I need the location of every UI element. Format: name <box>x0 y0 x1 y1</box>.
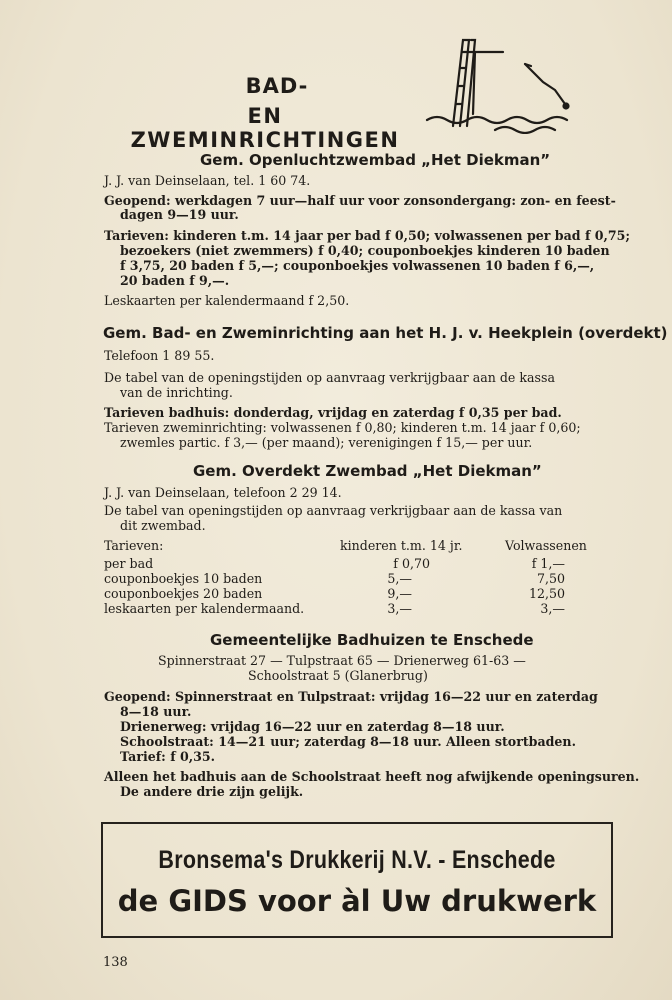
section4-schoolstraat: Schoolstraat: 14—21 uur; zaterdag 8—18 uur. Alleen stortbaden. <box>120 734 576 749</box>
section1-tariff-line4: 20 baden f 9,—. <box>120 273 230 288</box>
section4-drienerweg: Drienerweg: vrijdag 16—22 uur en zaterdag 8—18 uur. <box>120 719 505 734</box>
section4-streets-line2: Schoolstraat 5 (Glanerbrug) <box>248 668 428 683</box>
tariff-row-label: couponboekjes 10 baden <box>104 571 263 586</box>
tariff-row-adults: 3,— <box>540 601 565 616</box>
section2-table-line1: De tabel van de openingstijden op aanvraag verkrijgbaar aan de kassa <box>104 370 555 385</box>
tariff-row-children: 3,— <box>387 601 412 616</box>
printer-advertisement <box>101 822 613 938</box>
section-heading-openlucht: Gem. Openluchtzwembad „Het Diekman” <box>200 151 551 169</box>
tariff-row-label: leskaarten per kalendermaand. <box>104 601 305 616</box>
section4-open-line2: 8—18 uur. <box>120 704 192 719</box>
tariff-table-label: Tarieven: <box>104 538 164 553</box>
section-heading-badhuizen: Gemeentelijke Badhuizen te Enschede <box>210 631 534 649</box>
section1-open-line2: dagen 9—19 uur. <box>120 207 239 222</box>
section2-bath-tariff: Tarieven badhuis: donderdag, vrijdag en zaterdag f 0,35 per bad. <box>104 405 562 420</box>
section4-tarief: Tarief: f 0,35. <box>120 749 216 764</box>
page-title <box>110 74 420 152</box>
tariff-col-children: kinderen t.m. 14 jr. <box>340 538 463 553</box>
section-heading-overdekt: Gem. Overdekt Zwembad „Het Diekman” <box>193 462 542 480</box>
section2-swim-line1: Tarieven zweminrichting: volwassenen f 0,80; kinderen t.m. 14 jaar f 0,60; <box>104 420 581 435</box>
title-line-2: EN ZWEMINRICHTINGEN <box>130 104 400 152</box>
section4-open-line1: Geopend: Spinnerstraat en Tulpstraat: vrijdag 16—22 uur en zaterdag <box>104 689 598 704</box>
tariff-row-label: couponboekjes 20 baden <box>104 586 263 601</box>
section2-phone: Telefoon 1 89 55. <box>104 348 215 363</box>
section3-address: J. J. van Deinselaan, telefoon 2 29 14. <box>104 485 342 500</box>
advert-line-2: de GIDS voor àl Uw drukwerk <box>117 884 597 918</box>
diving-board-illustration <box>425 34 575 134</box>
tariff-row-label: per bad <box>104 556 154 571</box>
section2-table-line2: van de inrichting. <box>120 385 233 400</box>
section3-table-line1: De tabel van openingstijden op aanvraag verkrijgbaar aan de kassa van <box>104 503 563 518</box>
section4-streets-line1: Spinnerstraat 27 — Tulpstraat 65 — Drienerweg 61-63 — <box>158 653 526 668</box>
section2-swim-line2: zwemles partic. f 3,— (per maand); verenigingen f 15,— per uur. <box>120 435 533 450</box>
tariff-row-adults: 7,50 <box>536 571 565 586</box>
tariff-row-children: 9,— <box>387 586 412 601</box>
section-heading-heekplein: Gem. Bad- en Zweminrichting aan het H. J. v. Heekplein (overdekt) <box>103 324 668 342</box>
section4-note-line2: De andere drie zijn gelijk. <box>120 784 304 799</box>
page-number: 138 <box>103 955 128 970</box>
title-line-1: BAD- <box>245 74 309 98</box>
tariff-row-children: f 0,70 <box>393 556 430 571</box>
section1-tariff-line3: f 3,75, 20 baden f 5,—; couponboekjes volwassenen 10 baden f 6,—, <box>120 258 595 273</box>
section1-tariff-line1: Tarieven: kinderen t.m. 14 jaar per bad f 0,50; volwassenen per bad f 0,75; <box>104 228 631 243</box>
tariff-row-adults: f 1,— <box>531 556 565 571</box>
section4-note-line1: Alleen het badhuis aan de Schoolstraat heeft nog afwijkende openingsuren. <box>104 769 640 784</box>
tariff-row-adults: 12,50 <box>528 586 565 601</box>
section1-tariff-line2: bezoekers (niet zwemmers) f 0,40; couponboekjes kinderen 10 baden <box>120 243 610 258</box>
tariff-col-adults: Volwassenen <box>505 538 587 553</box>
section1-lesson: Leskaarten per kalendermaand f 2,50. <box>104 293 350 308</box>
section1-open-line1: Geopend: werkdagen 7 uur—half uur voor zonsondergang: zon- en feest- <box>104 193 616 208</box>
section1-address: J. J. van Deinselaan, tel. 1 60 74. <box>104 173 311 188</box>
section3-table-line2: dit zwembad. <box>120 518 206 533</box>
advert-line-1: Bronsema's Drukkerij N.V. - Enschede <box>158 846 556 874</box>
tariff-row-children: 5,— <box>387 571 412 586</box>
